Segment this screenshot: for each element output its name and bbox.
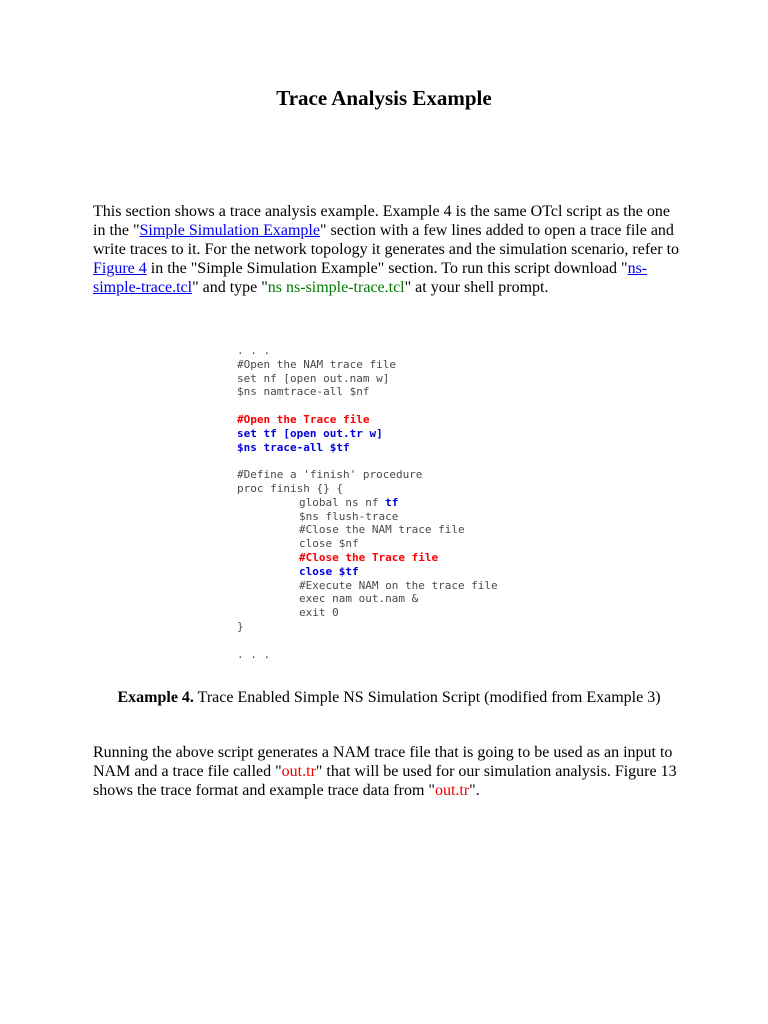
- code-line: }: [237, 619, 244, 633]
- simple-simulation-example-link[interactable]: Simple Simulation Example: [139, 222, 320, 239]
- code-line-highlight-blue: set tf [open out.tr w]: [237, 426, 383, 440]
- intro-text-1: This section shows a trace analysis example. Example 4 is the same OTcl script as the one in the ": [93, 203, 670, 239]
- code-line: proc finish {} {: [237, 481, 343, 495]
- figure-4-link[interactable]: Figure 4: [93, 260, 147, 277]
- code-line: close $nf: [299, 537, 359, 551]
- intro-text-4: " and type ": [192, 279, 268, 296]
- trace-filename: out.tr: [434, 782, 470, 799]
- figure-caption: [93, 688, 685, 707]
- code-segment: global ns nf: [299, 495, 386, 509]
- intro-paragraph: [93, 202, 685, 297]
- code-line: #Open the NAM trace file: [237, 357, 396, 371]
- page-title: Trace Analysis Example: [276, 86, 492, 110]
- shell-command: ns ns-simple-trace.tcl: [267, 279, 405, 296]
- intro-text-5: " at your shell prompt.: [404, 279, 549, 296]
- ns-simple-trace-download-link[interactable]: ns-simple-trace.tcl: [93, 260, 648, 296]
- running-text-2: " that will be used for our simulation analysis. Figure 13 shows the trace format and example trace data from ": [93, 763, 677, 799]
- intro-text-3: in the "Simple Simulation Example" section. To run this script download ": [146, 260, 628, 277]
- code-line: [237, 496, 557, 510]
- code-line: #Execute NAM on the trace file: [299, 578, 498, 592]
- code-line-highlight-blue: $ns trace-all $tf: [237, 440, 350, 454]
- caption-text: Trace Enabled Simple NS Simulation Script (modified from Example 3): [193, 689, 661, 706]
- code-line: $ns flush-trace: [299, 509, 399, 523]
- code-line: $ns namtrace-all $nf: [237, 385, 370, 399]
- code-line: exec nam out.nam &: [299, 592, 419, 606]
- code-line: set nf [open out.nam w]: [237, 371, 390, 385]
- code-blank-line: [237, 634, 557, 648]
- running-paragraph: [93, 743, 685, 800]
- code-line-highlight-red: #Open the Trace file: [237, 412, 370, 426]
- running-text-1: Running the above script generates a NAM trace file that is going to be used as an input to NAM and a trace file called ": [93, 744, 673, 780]
- code-line: . . .: [237, 344, 271, 357]
- code-line: #Define a 'finish' procedure: [237, 468, 423, 482]
- code-segment-highlight-blue: tf: [385, 495, 399, 509]
- code-line: #Close the NAM trace file: [299, 523, 465, 537]
- code-blank-line: [237, 454, 557, 468]
- code-blank-line: [237, 399, 557, 413]
- code-line-highlight-blue: close $tf: [299, 564, 359, 578]
- code-line: . . .: [237, 647, 271, 661]
- trace-filename: out.tr: [281, 763, 316, 780]
- caption-label: Example 4.: [117, 689, 194, 706]
- code-line-highlight-red: #Close the Trace file: [299, 550, 439, 564]
- intro-text-2: " section with a few lines added to open a trace file and write traces to it. For the network topology it generates and the simulation scenario, refer to: [93, 222, 680, 258]
- code-line: exit 0: [299, 606, 339, 620]
- running-text-3: ".: [469, 782, 480, 799]
- code-listing: [237, 344, 557, 661]
